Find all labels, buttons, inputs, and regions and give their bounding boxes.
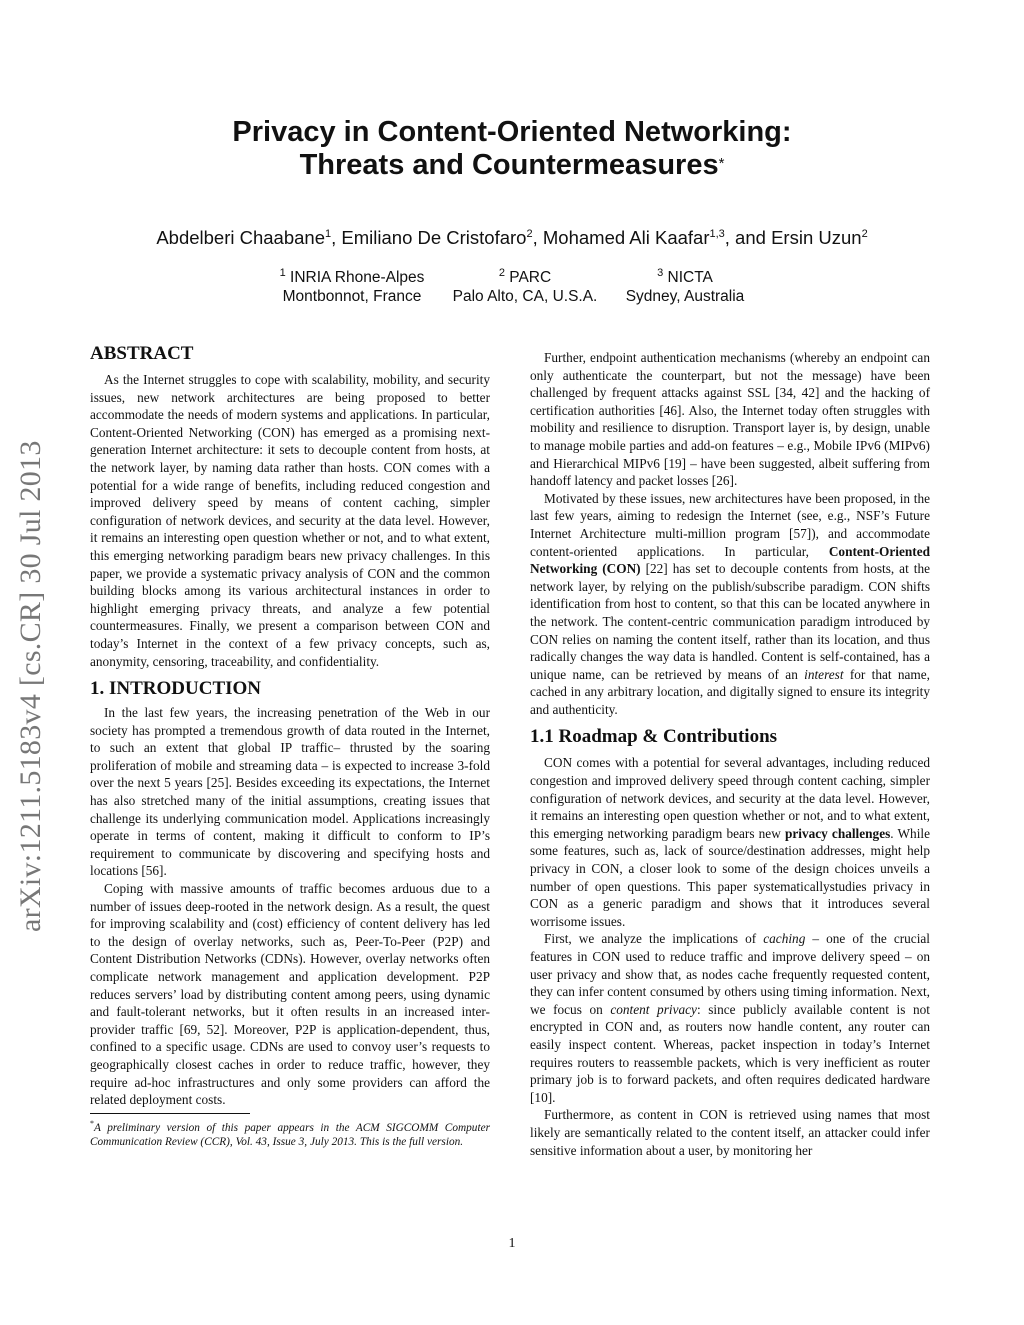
- roadmap-heading: 1.1 Roadmap & Contributions: [530, 726, 778, 748]
- affiliation-2: $^2$ PARC Palo Alto, CA, U.S.A.: [452, 267, 598, 306]
- paragraph-names: Furthermore, as content in CON is retrieved using names that most likely are semantically related to the content itself, an attacker could infer sensitive information about a user, by monitoring her: [530, 1107, 930, 1158]
- paper-title: [0, 116, 1024, 182]
- introduction-heading: 1. INTRODUCTION: [90, 678, 262, 700]
- title-footnote-mark: *: [718, 155, 725, 172]
- paragraph-con-motivation: Motivated by these issues, new architectures have been proposed, in the last few years, aiming to redesign the Internet (see, e.g., NSF’s Future Internet Architecture multi-million program [57]), and accommodate content-oriented applications. In particular, Content-Oriented Networking (CON) [22] has set to decouple contents from hosts, at the network layer, by relying on the publish/subscribe paradigm. CON shifts identification from host to content, so that this can be located anywhere in the network. The content-centric communication paradigm introduced by CON relies on naming the content itself, rather than its location, and thus radically changes the way data is handled. Content is self-contained, has a unique name, can be retrieved by means of an interest for that name, cached in any arbitrary location, and digitally signed to ensure its integrity and authenticity.: [530, 490, 930, 717]
- footnote-rule: [90, 1113, 250, 1114]
- paragraph-endpoint-auth: Further, endpoint authentication mechanisms (whereby an endpoint can only authenticate the counterpart, but not the message) have been challenged by frequent attacks against SSL [34, 42] and the hacking of certification authorities [46]. Also, the Internet today often struggles with mobility and resilience to disruption. Transport layer is, by design, unable to manage mobile parties and add-on features – e.g., Mobile IPv6 (MIPv6) and Hierarchical MIPv6 [19] – have been suggested, albeit suffering from handoff latency and packet losses [26].: [530, 350, 930, 489]
- author: Ersin Uzun: [771, 227, 862, 248]
- title-line-2: Threats and Countermeasures*: [299, 149, 725, 181]
- title-line-1: Privacy in Content-Oriented Networking:: [232, 116, 792, 148]
- arxiv-sidebar-id: arXiv:1211.5183v4 [cs.CR] 30 Jul 2013: [14, 440, 47, 932]
- author: Abdelberi Chaabane: [156, 227, 325, 248]
- paragraph-caching: First, we analyze the implications of caching – one of the crucial features in CON used to reduce traffic and improve delivery speed – on user privacy and show that, as nodes cache frequently requested content, they can infer content consumed by others using timing information. Next, we focus on content privacy: since publicly available content is not encrypted in CON and, as routers now handle content, any router can easily inspect content. Whereas, packet inspection in today’s Internet requires routers to reassemble packets, which is very inefficient as router primary job is to forward packets, and often requires dedicated hardware [10].: [530, 931, 930, 1105]
- footnote: *A preliminary version of this paper appears in the ACM SIGCOMM Computer Communication Review (CCR), Vol. 43, Issue 3, July 2013. This is the full version.: [90, 1118, 490, 1149]
- affiliation-1: $^1$ INRIA Rhone-Alpes Montbonnot, France: [279, 267, 425, 306]
- abstract-text: As the Internet struggles to cope with scalability, mobility, and security issues, new network architectures are being proposed to better accommodate the needs of modern systems and applications. In particular, Content-Oriented Networking (CON) has emerged as a promising next-generation Internet architecture: it sets to decouple content from hosts, at the network layer, by naming data rather than hosts. CON comes with a potential for a wide range of benefits, including reduced congestion and improved delivery speed by means of content caching, simpler configuration of network devices, and security at the data level. However, it remains an interesting open question whether or not, and to what extent, this emerging networking paradigm bears new privacy challenges. In this paper, we provide a systematic privacy analysis of CON and the common building blocks among its various architectural instances in order to highlight emerging privacy threats, and analyze a few potential countermeasures. Finally, we present a comparison between CON and today’s Internet in the context of a few privacy concepts, such as, anonymity, censoring, traceability, and confidentiality.: [90, 372, 490, 669]
- page-number: 1: [508, 1236, 516, 1251]
- affiliation-3: $^3$ NICTA Sydney, Australia: [625, 267, 745, 306]
- left-column: [90, 343, 490, 1150]
- author: Mohamed Ali Kaafar: [542, 227, 710, 248]
- right-column: [530, 349, 930, 1159]
- paragraph-con-advantages: CON comes with a potential for several advantages, including reduced congestion and improved delivery speed through content caching, simpler configuration of network devices, and security at the data level. However, it remains an interesting open question whether or not, and to what extent, this emerging networking paradigm bears new privacy challenges. While some features, such as, lack of source/destination addresses, might help privacy in CON, a closer look to some of the design choices unveils a number of open questions. This paper systematicallystudies privacy in CON as a generic paradigm and shows that it introduces several worrisome issues.: [530, 755, 930, 929]
- intro-paragraph-1: In the last few years, the increasing penetration of the Web in our society has prompted a tremendous growth of data routed in the Internet, to such an extent that global IP traffic– thrusted by the soaring proliferation of mobile and streaming data – is expected to increase 3-fold over the next 5 years [25]. Besides exceeding its expectations, the Internet has also stretched many of the initial assumptions, creating issues that challenge its underlying communication model. Applications increasingly operate in terms of content, making it difficult to conform to IP’s requirement to communicate by discovering and specifying hosts and locations [56].: [90, 705, 490, 879]
- author: Emiliano De Cristofaro: [341, 227, 527, 248]
- author-list: Abdelberi Chaabane$^1$, Emiliano De Cristofaro$^2$, Mohamed Ali Kaafar$^{1,3}$, and Ersin Uzun$^2$: [156, 227, 868, 248]
- abstract-heading: ABSTRACT: [90, 343, 194, 364]
- intro-paragraph-2: Coping with massive amounts of traffic becomes arduous due to a number of issues deep-rooted in the network design. As a result, the quest for improving scalability and (cost) efficiency of content delivery has led to the design of overlay networks, such as, Peer-To-Peer (P2P) and Content Distribution Networks (CDNs). However, overlay networks often complicate network management and application development. P2P reduces servers’ load by distributing content among peers, using dynamic and fault-tolerant networks, but it often results in an increased inter-provider traffic [69, 52]. Moreover, P2P is application-dependent, thus, confined to a specific usage. CDNs are used to convoy user’s requests to geographically closest caches in order to reduce traffic, however, they require ad-hoc infrastructures and only some providers can afford the related deployment costs.: [90, 881, 490, 1108]
